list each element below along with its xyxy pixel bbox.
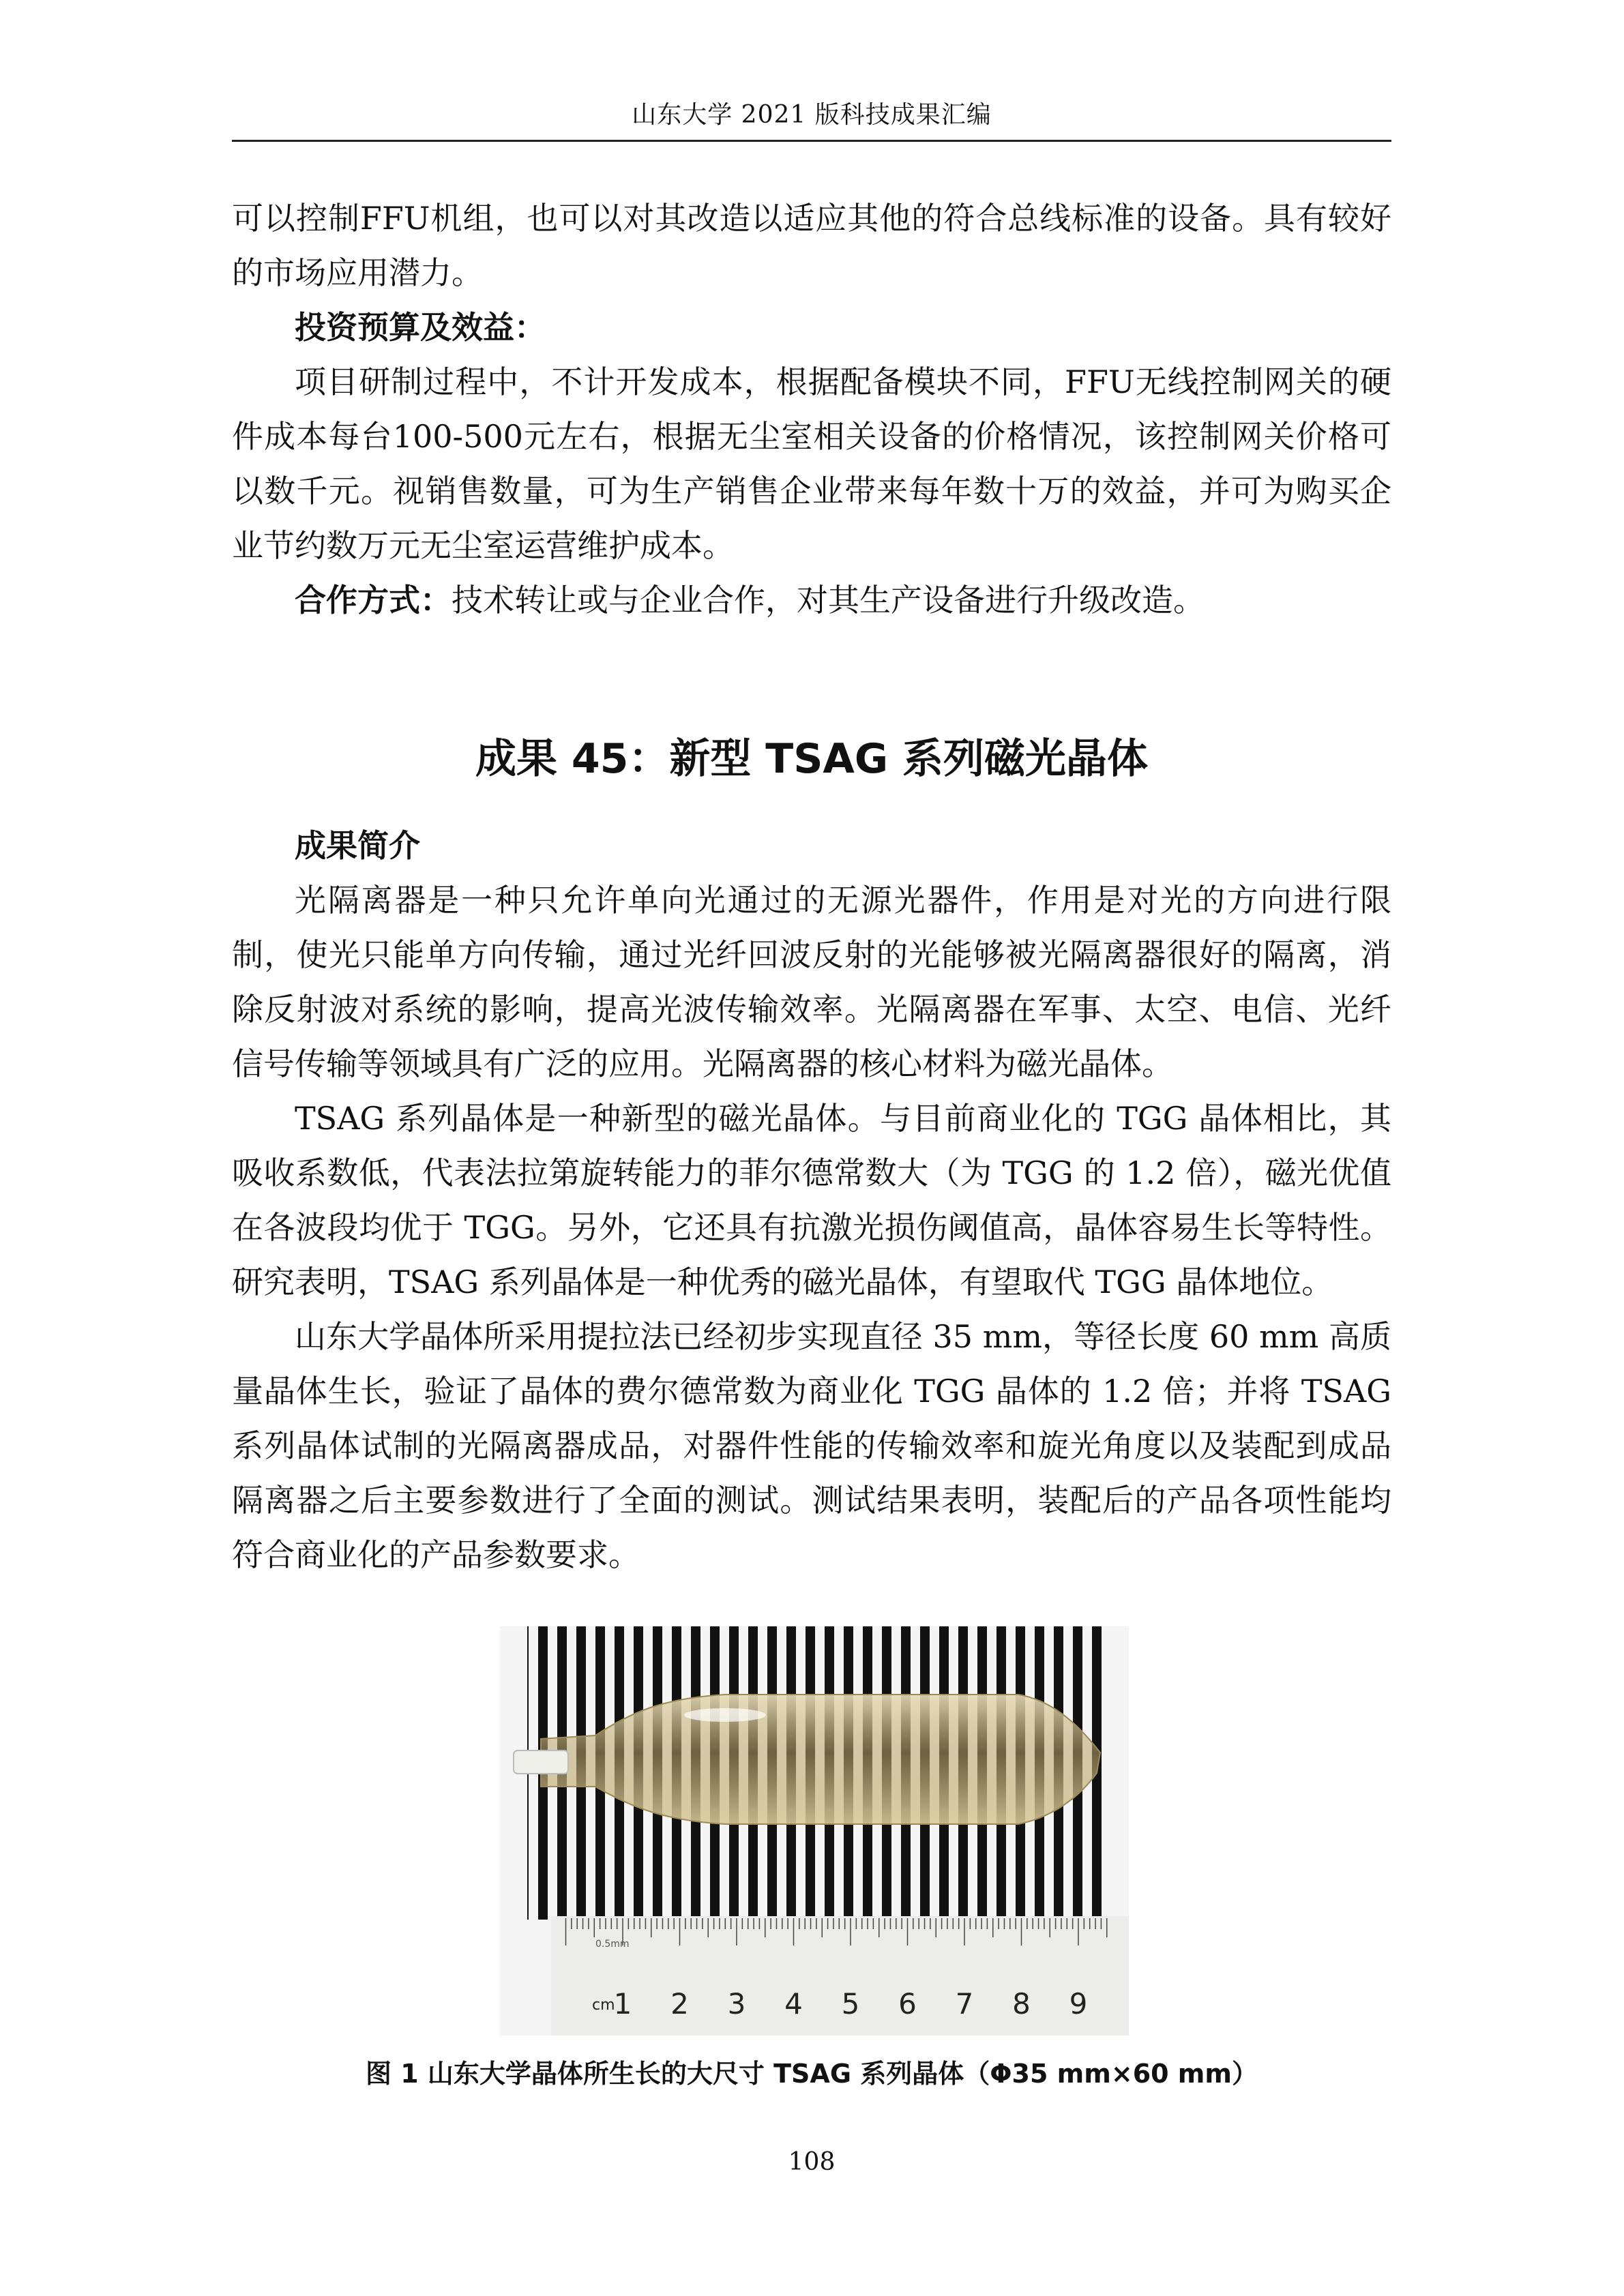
paragraph-tsag: TSAG 系列晶体是一种新型的磁光晶体。与目前商业化的 TGG 晶体相比，其吸收系数低，代表法拉第旋转能力的菲尔德常数大（为 TGG 的 1.2 倍），磁光优值在各波段均优于 TGG。另外，它还具有抗激光损伤阈值高，晶体容易生长等特性。研究表明，TSAG 系列晶体是一种优秀的磁光晶体，有望取代 TGG 晶体地位。	[232, 1100, 1391, 1300]
ruler-unit: cm	[592, 1997, 615, 2014]
ruler-number: 8	[1012, 1987, 1031, 2021]
section-title: 成果 45：新型 TSAG 系列磁光晶体	[475, 735, 1148, 783]
paragraph-cooperation	[232, 573, 1391, 627]
ruler-number: 3	[727, 1987, 746, 2021]
paragraph-market-potential: 可以控制FFU机组，也可以对其改造以适应其他的符合总线标准的设备。具有较好的市场应用潜力。	[232, 200, 1391, 291]
crystal-photo	[500, 1626, 1129, 2036]
ruler-number: 7	[955, 1987, 974, 2021]
heading-intro: 成果简介	[295, 827, 420, 864]
ruler-number: 2	[670, 1987, 689, 2021]
ruler-number: 4	[784, 1987, 803, 2021]
ruler-note: 0.5mm	[595, 1939, 630, 1950]
header-rule	[232, 140, 1391, 142]
paragraph-growth: 山东大学晶体所采用提拉法已经初步实现直径 35 mm，等径长度 60 mm 高质量晶体生长，验证了晶体的费尔德常数为商业化 TGG 晶体的 1.2 倍；并将 TSAG 系列晶体试制的光隔离器成品，对器件性能的传输效率和旋光角度以及装配到成品隔离器之后主要参数进行了全面的测试。测试结果表明，装配后的产品各项性能均符合商业化的产品参数要求。	[232, 1318, 1391, 1573]
ruler-number: 1	[613, 1987, 632, 2021]
ruler-number: 6	[898, 1987, 917, 2021]
ruler-number: 5	[841, 1987, 860, 2021]
previous-section-text	[232, 191, 1391, 627]
cooperation-label: 合作方式：	[295, 582, 452, 618]
ruler-numbers	[614, 1987, 1088, 2021]
cooperation-text: 技术转让或与企业合作，对其生产设备进行升级改造。	[452, 582, 1205, 618]
heading-investment: 投资预算及效益：	[295, 309, 546, 346]
figure-caption: 图 1 山东大学晶体所生长的大尺寸 TSAG 系列晶体（Φ35 mm×60 mm）	[366, 2059, 1258, 2089]
running-header: 山东大学 2021 版科技成果汇编	[632, 101, 992, 129]
page-number: 108	[788, 2148, 836, 2176]
paragraph-investment: 项目研制过程中，不计开发成本，根据配备模块不同，FFU无线控制网关的硬件成本每台100-500元左右，根据无尘室相关设备的价格情况，该控制网关价格可以数千元。视销售数量，可为生产销售企业带来每年数十万的效益，并可为购买企业节约数万元无尘室运营维护成本。	[232, 363, 1391, 564]
section-body	[232, 818, 1391, 1582]
crystal-photo-svg	[500, 1626, 1129, 2036]
paragraph-isolator: 光隔离器是一种只允许单向光通过的无源光器件，作用是对光的方向进行限制，使光只能单方向传输，通过光纤回波反射的光能够被光隔离器很好的隔离，消除反射波对系统的影响，提高光波传输效率。光隔离器在军事、太空、电信、光纤信号传输等领域具有广泛的应用。光隔离器的核心材料为磁光晶体。	[232, 882, 1391, 1082]
ruler-number: 9	[1069, 1987, 1088, 2021]
